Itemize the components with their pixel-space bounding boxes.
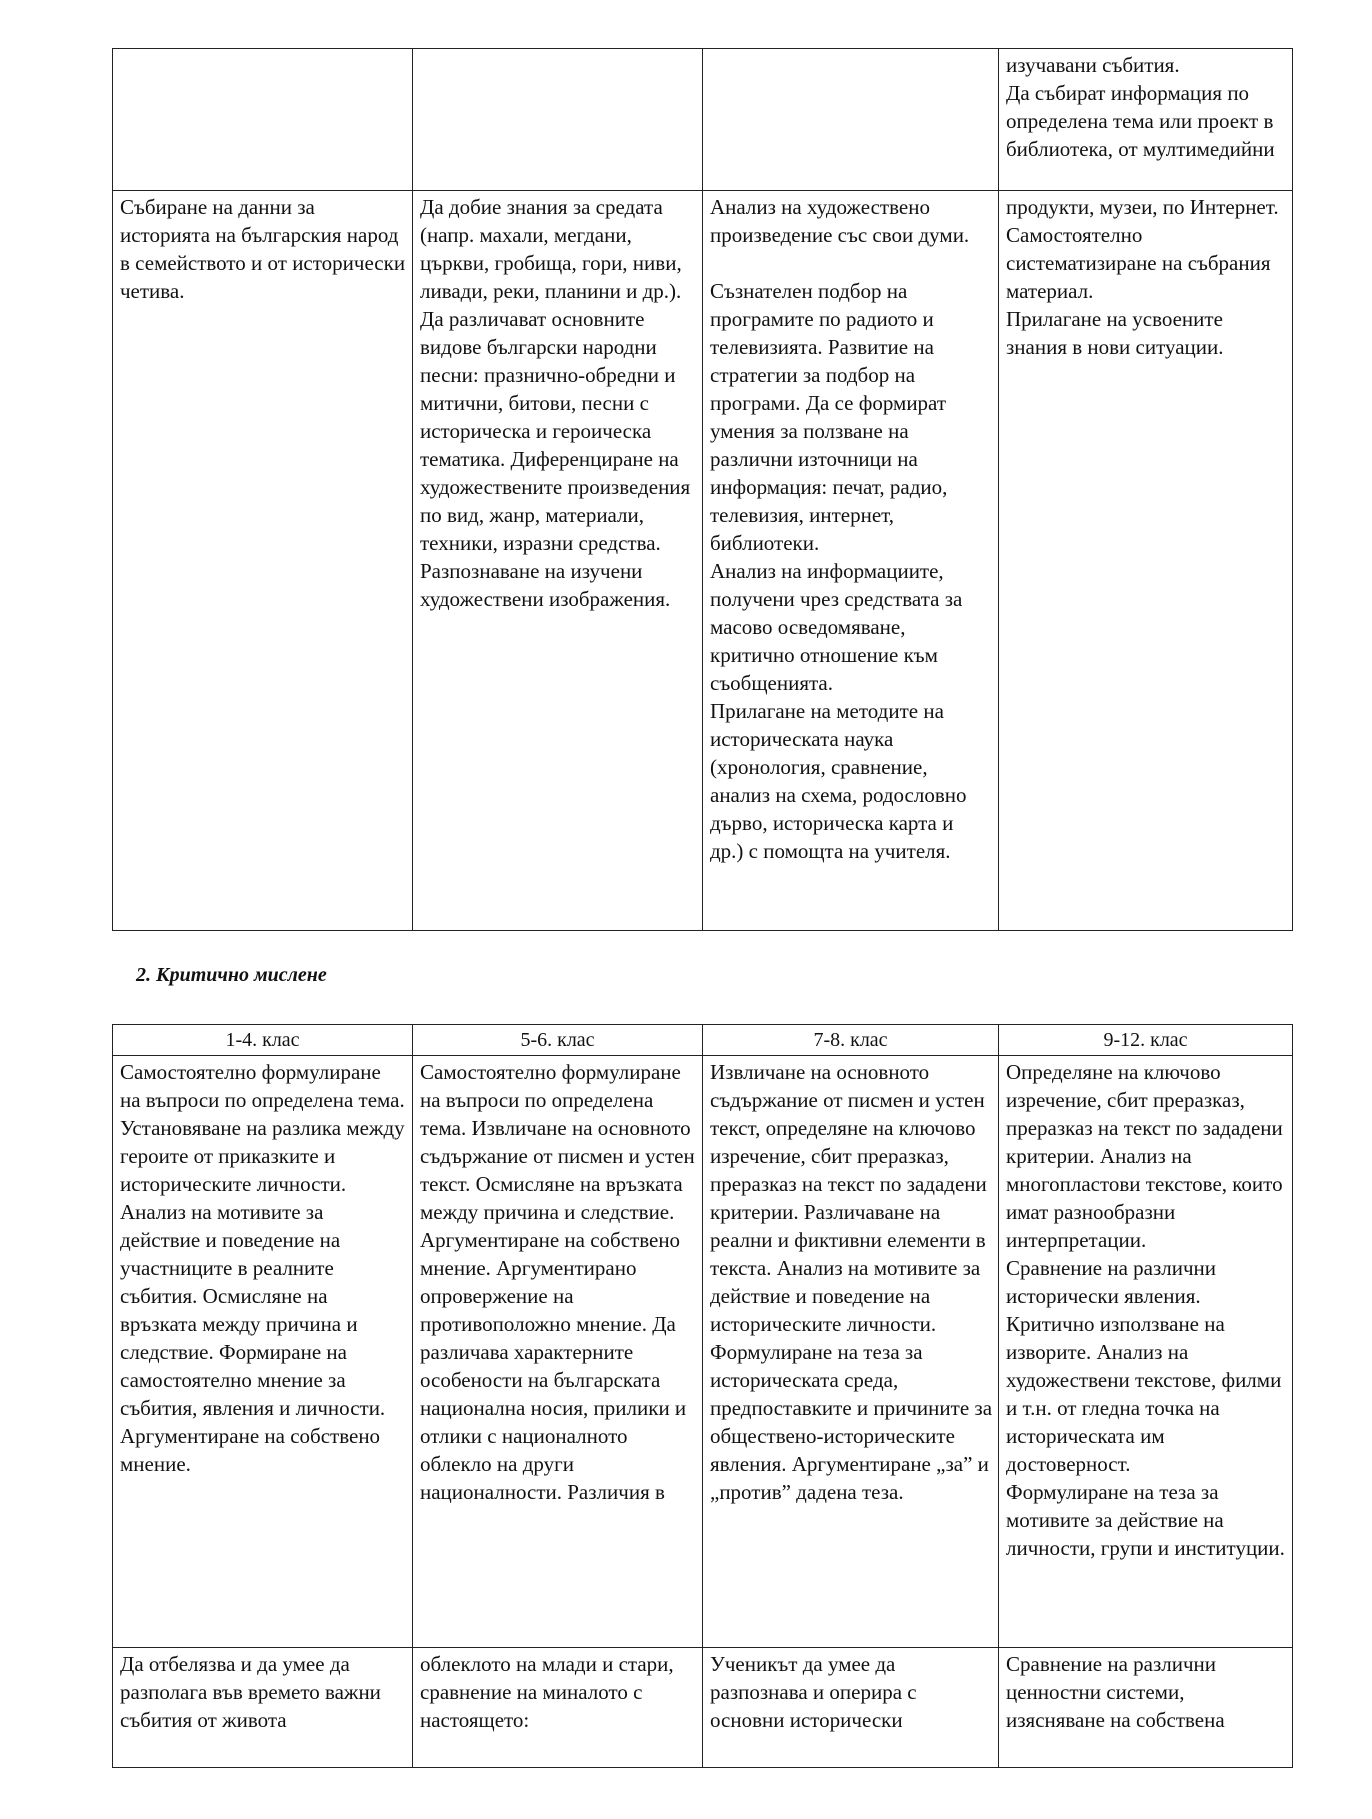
table-row (113, 1648, 1293, 1768)
table-header-row (113, 1025, 1293, 1056)
table-cell: Анализ на художествено произведение със свои думи. Съзнателен подбор на програмите по радиото и телевизията. Развитие на стратегии за подбор на програми. Да се формират умения за ползване на различни източници на информация: печат, радио, телевизия, интернет, библиотеки. Анализ на информациите, получени чрез средствата за масово осведомяване, критично отношение към съобщенията. Прилагане на методите на историческата наука (хронология, сравнение, анализ на схема, родословно дърво, историческа карта и др.) с помощта на учителя. (703, 191, 999, 931)
table-critical-thinking (112, 1024, 1293, 1768)
table-cell: облеклото на млади и стари, сравнение на миналото с настоящето: (413, 1648, 703, 1768)
column-header: 9-12. клас (999, 1025, 1293, 1056)
table-cell: продукти, музеи, по Интернет. Самостоятелно систематизиране на събрания материал. Прилагане на усвоените знания в нови ситуации. (999, 191, 1293, 931)
table-top (112, 48, 1293, 931)
table-cell: Да добие знания за средата (напр. махали, мегдани, църкви, гробища, гори, ниви, ливади, реки, планини и др.). Да различават основните видове български народни песни: празнично-обредни и митични, битови, песни с историческа и героическа тематика. Диференциране на художествените произведения по вид, жанр, материали, техники, изразни средства. Разпознаване на изучени художествени изображения. (413, 191, 703, 931)
table-cell: Ученикът да умее да разпознава и оперира с основни исторически (703, 1648, 999, 1768)
table-cell: Самостоятелно формулиране на въпроси по определена тема. Установяване на разлика между героите от приказките и историческите личности. Анализ на мотивите за действие и поведение на участниците в реалните събития. Осмисляне на връзката между причина и следствие. Формиране на самостоятелно мнение за събития, явления и личности. Аргументиране на собствено мнение. (113, 1056, 413, 1648)
column-header: 5-6. клас (413, 1025, 703, 1056)
table-row (113, 191, 1293, 931)
table-row (113, 1056, 1293, 1648)
table-cell: Извличане на основното съдържание от писмен и устен текст, определяне на ключово изречение, сбит преразказ, преразказ на текст по зададени критерии. Различаване на реални и фиктивни елементи в текста. Анализ на мотивите за действие и поведение на историческите личности. Формулиране на теза за историческата среда, предпоставките и причините за обществено-историческите явления. Аргументиране „за” и „против” дадена теза. (703, 1056, 999, 1648)
column-header: 1-4. клас (113, 1025, 413, 1056)
column-header: 7-8. клас (703, 1025, 999, 1056)
table-cell (413, 49, 703, 191)
section-title: 2. Критично мислене (136, 964, 327, 986)
table-cell: Сравнение на различни ценностни системи, изясняване на собствена (999, 1648, 1293, 1768)
table-cell: изучавани събития. Да събират информация по определена тема или проект в библиотека, от мултимедийни (999, 49, 1293, 191)
table-cell: Събиране на данни за историята на българския народ в семейството и от исторически четива. (113, 191, 413, 931)
table-cell (703, 49, 999, 191)
table-cell: Определяне на ключово изречение, сбит преразказ, преразказ на текст по зададени критерии. Анализ на многопластови текстове, които имат разнообразни интерпретации. Сравнение на различни исторически явления. Критично използване на изворите. Анализ на художествени текстове, филми и т.н. от гледна точка на историческата им достоверност. Формулиране на теза за мотивите за действие на личности, групи и институции. (999, 1056, 1293, 1648)
table-cell: Да отбелязва и да умее да разполага във времето важни събития от живота (113, 1648, 413, 1768)
table-row (113, 49, 1293, 191)
table-cell (113, 49, 413, 191)
table-cell: Самостоятелно формулиране на въпроси по определена тема. Извличане на основното съдържание от писмен и устен текст. Осмисляне на връзката между причина и следствие. Аргументиране на собствено мнение. Аргументирано опровержение на противоположно мнение. Да различава характерните особености на българската национална носия, прилики и отлики с националното облекло на други националности. Различия в (413, 1056, 703, 1648)
